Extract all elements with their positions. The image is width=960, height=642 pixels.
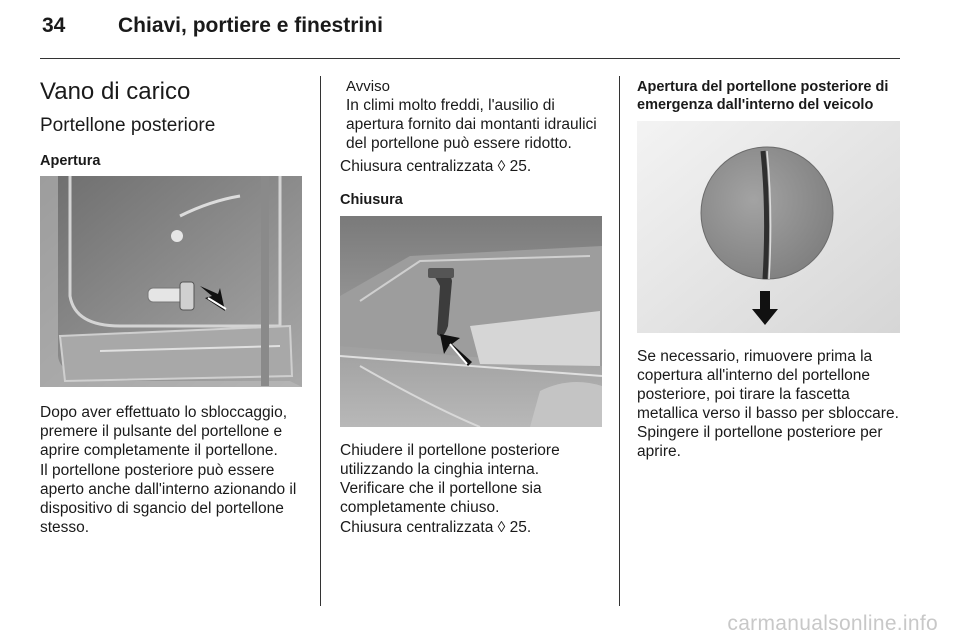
column-divider-1 [320,76,321,606]
notice-block [346,78,608,153]
tailgate-strap-illustration [340,216,602,427]
opening-paragraph-2: Il portellone posteriore può essere aperto anche dall'interno azionando il dispositivo di sgancio del portellone stesso. [40,462,297,536]
emergency-opening-paragraph: Se necessario, rimuovere prima la copertura all'interno del portellone posteriore, poi tirare la fascetta metallica verso il basso per sbloccare. Spingere il portellone posteriore per aprire. [637,348,899,460]
opening-paragraph-1: Dopo aver effettuato lo sbloccaggio, premere il pulsante del portellone e aprire completamente il portellone. [40,404,288,459]
section-title: Vano di carico [40,78,191,105]
subsection-title: Portellone posteriore [40,115,216,136]
column-divider-2 [619,76,620,606]
closing-heading: Chiusura [340,192,403,208]
opening-heading: Apertura [40,153,101,169]
central-locking-reference-1: Chiusura centralizzata ◊ 25. [340,158,532,175]
notice-heading: Avviso [346,78,390,95]
watermark: carmanualsonline.info [727,612,938,635]
emergency-opening-heading: Apertura del portellone posteriore di emergenza dall'interno del veicolo [637,79,889,113]
header-divider [40,58,900,59]
closing-paragraph: Chiudere il portellone posteriore utilizzando la cinghia interna. Verificare che il portellone sia completamente chiuso. [340,442,560,516]
chapter-title: Chiavi, portiere e finestrini [118,14,383,37]
page-number: 34 [42,14,66,37]
central-locking-reference-2: Chiusura centralizzata ◊ 25. [340,519,532,536]
emergency-release-illustration [637,121,900,333]
tailgate-button-illustration [40,176,302,387]
notice-text: In climi molto freddi, l'ausilio di apertura fornito dai montanti idraulici del portellone può essere ridotto. [346,97,597,152]
